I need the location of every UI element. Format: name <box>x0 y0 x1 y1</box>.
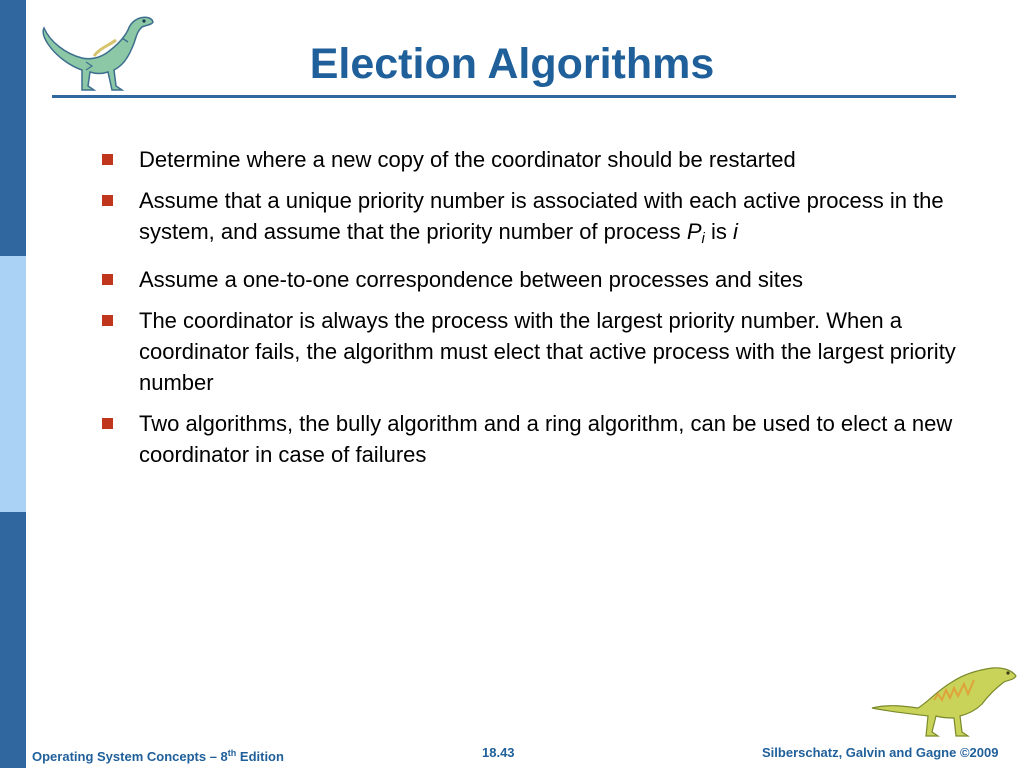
bullet-text-middle: is <box>704 219 733 244</box>
bullet-item <box>100 408 1000 470</box>
bullet-text: The coordinator is always the process with the largest priority number. When a coordinator fails, the algorithm must elect that active process with the largest priority number <box>139 308 956 395</box>
footer-page-number: 18.43 <box>482 745 515 760</box>
sidebar-stripe <box>0 0 26 768</box>
bullet-list <box>100 144 1000 480</box>
square-bullet-icon <box>102 274 113 285</box>
bullet-item <box>100 305 1000 398</box>
sidebar-band-middle <box>0 256 26 512</box>
priority-variable: i <box>732 219 738 244</box>
bullet-text: Determine where a new copy of the coordinator should be restarted <box>139 147 796 172</box>
slide-title: Election Algorithms <box>309 40 715 88</box>
bullet-item <box>100 144 1000 175</box>
process-variable: P <box>686 219 702 244</box>
dinosaur-icon <box>868 660 1018 740</box>
footer-book-title: Operating System Concepts – 8th Edition <box>32 748 284 764</box>
bullet-item <box>100 185 1000 254</box>
bullet-item <box>100 264 1000 295</box>
square-bullet-icon <box>102 315 113 326</box>
edition-superscript: th <box>227 748 237 758</box>
square-bullet-icon <box>102 195 113 206</box>
bullet-text: Assume that a unique priority number is associated with each active process in the system, and assume that the priority number of process <box>139 188 944 244</box>
title-divider <box>52 95 956 98</box>
sidebar-band-bottom <box>0 512 26 768</box>
bullet-text: Two algorithms, the bully algorithm and a ring algorithm, can be used to elect a new coordinator in case of failures <box>139 411 953 467</box>
footer-copyright: Silberschatz, Galvin and Gagne ©2009 <box>762 745 999 760</box>
square-bullet-icon <box>102 154 113 165</box>
process-variable-subscript: i <box>701 230 705 247</box>
square-bullet-icon <box>102 418 113 429</box>
bullet-text: Assume a one-to-one correspondence between processes and sites <box>139 267 804 292</box>
